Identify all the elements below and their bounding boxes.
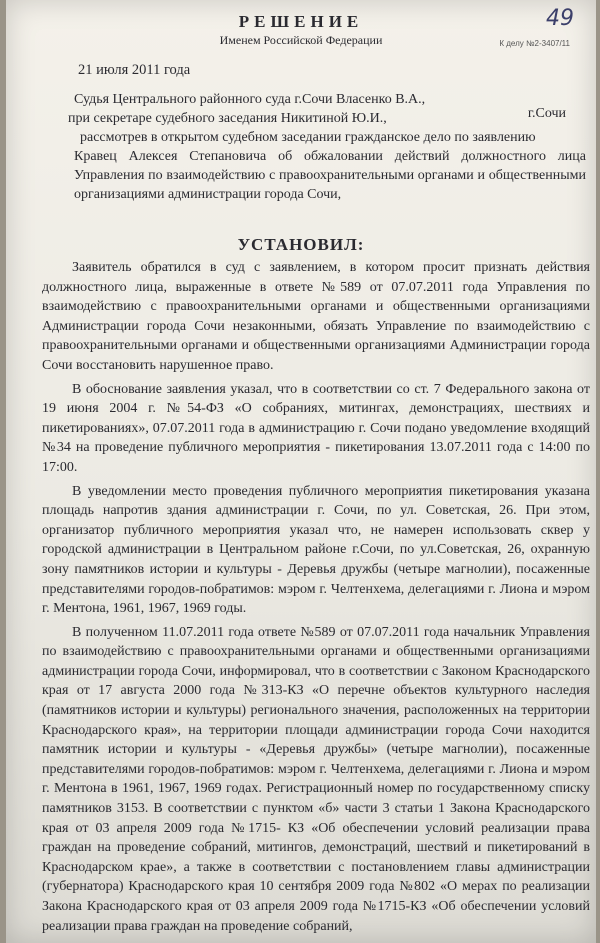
document-subtitle: Именем Российской Федерации <box>219 33 383 47</box>
intro-line: при секретаре судебного заседания Никитиной Ю.И., <box>68 111 387 126</box>
handwritten-page-number: 49 <box>546 6 574 31</box>
body-paragraph: В полученном 11.07.2011 года ответе №589 от 07.07.2011 года начальник Управления по взаимодействию с правоохранительными органами и общественными организациями администрации города Сочи, информировал, что в соответствии с Законом Краснодарского края от 17 августа 2000 года №313-КЗ «О перечне объектов культурного наследия (памятников истории и культуры) регионального значения, расположенных на территории Краснодарского края», на территории площади администрации города Сочи находится памятник истории и культуры - «Деревья дружбы» (четыре магнолии), посаженные представителями городов-побратимов: мэром г. Челтенхема, делегациями г. Лиона и мэром г. Ментона в 1961, 1967, 1969 годах. Регистрационный номер по государственному списку памятников 3153. В соответствии с пунктом «б» части 3 статьи 1 Закона Краснодарского края от 03 апреля 2009 года №1715- КЗ «Об обеспечении условий реализации права граждан на проведение собраний, митингов, демонстраций, шествий и пикетирований в Краснодарском крае», а также в соответствии с постановлением главы администрации (губернатора) Краснодарского края 10 сентября 2009 года №802 «О мерах по реализации Закона Краснодарского края от 03 апреля 2009 года №1715-КЗ «Об обеспечении условий реализации права граждан на проведение собраний, <box>42 624 590 934</box>
document-body <box>42 258 590 940</box>
intro-line: Судья Центрального районного суда г.Сочи Власенко В.А., <box>74 92 426 107</box>
case-number: К делу №2-3407/11 <box>499 39 570 48</box>
document-page <box>6 0 596 943</box>
document-title: РЕШЕНИЕ <box>238 12 364 31</box>
intro-line: рассмотрев в открытом судебном заседании гражданское дело по заявлению <box>80 130 536 145</box>
body-paragraph: В уведомлении место проведения публичного мероприятия пикетирования указана площадь напротив здания администрации г. Сочи, по ул. Советская, 26. При этом, организатор публичного мероприятия указал что, не намерен использовать сквер у городской администрации в Центральном районе г.Сочи, по ул.Советская, 26, охранную зону памятников истории и культуры - Деревья дружбы (четыре магнолии), посаженные представителями городов-побратимов: мэром г. Челтенхема, делегациями г. Лиона и мэром г. Ментона, 1961, 1967, 1969 годы. <box>42 483 590 617</box>
decision-date: 21 июля 2011 года <box>78 62 191 78</box>
body-paragraph: Заявитель обратился в суд с заявлением, в котором просит признать действия должностного лица, выраженные в ответе №589 от 07.07.2011 года Управления по взаимодействию с правоохранительными органами и общественными организациями Администрации города Сочи незаконными, обязать Управление по взаимодействию с правоохранительными органами и общественными организациями Администрации города Сочи восстановить нарушенное право. <box>42 260 590 373</box>
city: г.Сочи <box>527 106 566 121</box>
section-heading: УСТАНОВИЛ: <box>237 235 365 254</box>
intro-applicant: Кравец Алексея Степановича об обжаловании действий должностного лица Управления по взаимодействию с правоохранительными органами и общественными организациями администрации города Сочи, <box>74 149 586 202</box>
body-paragraph: В обоснование заявления указал, что в соответствии со ст. 7 Федерального закона от 19 июня 2004 г. №54-ФЗ «О собраниях, митингах, демонстрациях, шествиях и пикетированиях», 07.07.2011 года в администрацию г. Сочи подано уведомление входящий №34 на проведение публичного мероприятия - пикетирования 13.07.2011 года с 14:00 по 17:00. <box>42 381 590 475</box>
intro-block <box>66 90 586 147</box>
